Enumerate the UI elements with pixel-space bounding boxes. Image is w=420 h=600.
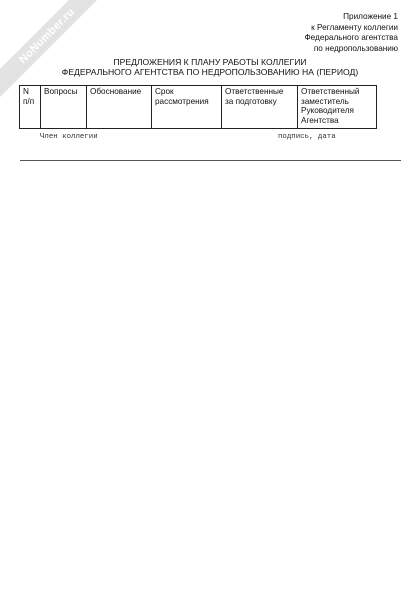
proposals-table (19, 85, 377, 129)
title-line-1: ПРЕДЛОЖЕНИЯ К ПЛАНУ РАБОТЫ КОЛЛЕГИИ (113, 57, 307, 67)
appendix-line: Приложение 1 (343, 12, 398, 21)
document-title (0, 57, 420, 78)
header-review-term: Срок рассмотрения (152, 86, 222, 129)
header-questions: Вопросы (41, 86, 87, 129)
header-justification: Обоснование (87, 86, 152, 129)
appendix-note (304, 12, 398, 54)
watermark-text: NoNumber.ru (0, 0, 114, 103)
footer-divider (20, 160, 401, 161)
header-number: N п/п (20, 86, 41, 129)
appendix-line: к Регламенту коллегии (311, 22, 398, 32)
signature-date-label: подпись, дата (278, 133, 336, 141)
appendix-line: Федерального агентства (304, 33, 398, 43)
appendix-line: по недропользованию (313, 43, 398, 53)
table-header-row (20, 86, 377, 129)
title-line-2: ФЕДЕРАЛЬНОГО АГЕНТСТВА ПО НЕДРОПОЛЬЗОВАНИЮ НА (ПЕРИОД) (61, 67, 359, 78)
header-responsible-preparation: Ответственные за подготовку (222, 86, 298, 129)
board-member-label: Член коллегии (40, 133, 98, 141)
header-responsible-deputy: Ответственный заместитель Руководителя Агентства (298, 86, 377, 129)
